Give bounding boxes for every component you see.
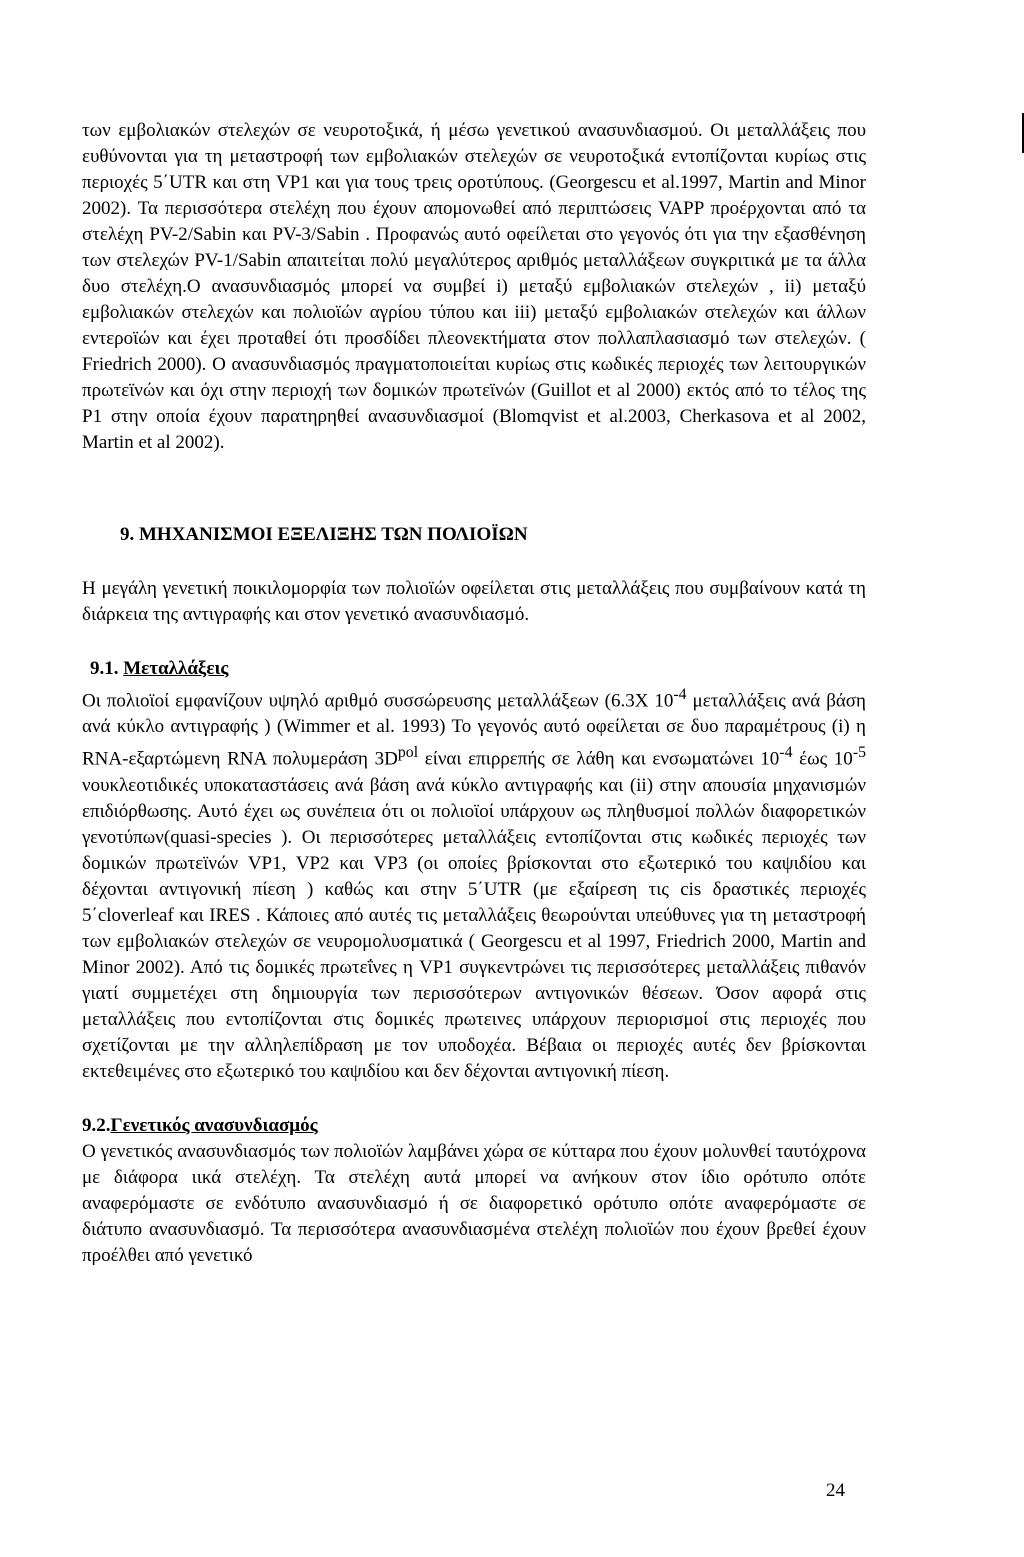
document-page [82, 118, 866, 1269]
spacer [82, 1085, 866, 1113]
spacer [82, 548, 866, 576]
section-9-2-number: 9.2. [82, 1114, 111, 1136]
mutation-text-c: είναι επιρρεπής σε λάθη και ενσωματώνει 10 [418, 748, 780, 770]
section-9-1-number: 9.1. [90, 658, 119, 679]
page-number: 24 [826, 1480, 845, 1501]
section-9-2-heading [82, 1113, 866, 1139]
superscript: -4 [779, 744, 793, 762]
spacer [82, 628, 866, 656]
mutation-text-e: νουκλεοτιδικές υποκαταστάσεις ανά βάση ανά κύκλο αντιγραφής και (ii) στην απουσία μηχανισμών επιδιόρθωσης. Αυτό έχει ως συνέπεια ότι οι πολιοϊοί υπάρχουν ως πληθυσμοί πολλών διαφορετικών γενοτύπων(quasi-species ). Οι περισσότερες μεταλλάξεις εντοπίζονται στις κωδικές περιοχές των δομικών πρωτεϊνών VP1, VP2 και VP3 (οι οποίες βρίσκονται στο εξωτερικό του καψιδίου και δέχονται αντιγονική πίεση ) καθώς και στην 5΄UTR (με εξαίρεση τις cis δραστικές περιοχές 5΄cloverleaf και IRES . Κάποιες από αυτές τις μεταλλάξεις θεωρούνται υπεύθυνες για τη μεταστροφή των εμβολιακών στελεχών σε νευρομολυσματικά ( Georgescu et al 1997, Friedrich 2000, Martin and Minor 2002). Από τις δομικές πρωτεΐνες η VP1 συγκεντρώνει τις περισσότερες μεταλλάξεις πιθανόν γιατί συμμετέχει στη δημιουργία των περισσότερων αντιγονικών θέσεων. Όσον αφορά στις μεταλλάξεις που εντοπίζονται στις δομικές πρωτεινες υπάρχουν περιορισμοί στις περιοχές που σχετίζονται με την αλληλεπίδραση με τον υποδοχέα. Βέβαια οι περιοχές αυτές δεν βρίσκονται εκτεθειμένες στο εξωτερικό του καψιδίου και δεν δέχονται αντιγονική πίεση. [82, 774, 866, 1082]
mutation-text-b: μεταλλάξεις ανά βάση ανά κύκλο αντιγραφής ) (Wimmer et al. 1993) Το γεγονός αυτό οφείλεται σε δυο παραμέτρους (i) η RNA-εξαρτώμενη RNA πολυμεράση 3D [82, 690, 866, 770]
section-9-number: 9. [120, 524, 135, 545]
mutation-text-a: Οι πολιοϊοί εμφανίζουν υψηλό αριθμό συσσώρευσης μεταλλάξεων (6.3X 10 [82, 690, 674, 712]
section-9-heading [82, 522, 866, 548]
section-9-2-paragraph: Ο γενετικός ανασυνδιασμός των πολιοϊών λαμβάνει χώρα σε κύτταρα που έχουν μολυνθεί ταυτόχρονα με διάφορα ιικά στελέχη. Τα στελέχη αυτά μπορεί να ανήκουν στον ίδιο ορότυπο οπότε αναφερόμαστε σε ενδότυπο ανασυνδιασμό ή σε διαφορετικό ορότυπο οπότε αναφερόμαστε σε διάτυπο ανασυνδιασμό. Τα περισσότερα ανασυνδιασμένα στελέχη πολιοϊών που έχουν βρεθεί έχουν προέλθει από γενετικό [82, 1140, 866, 1266]
section-9-title: ΜΗΧΑΝΙΣΜΟΙ ΕΞΕΛΙΞΗΣ ΤΩΝ ΠΟΛΙΟΪΩΝ [139, 524, 528, 545]
spacer [82, 456, 866, 522]
mutation-text-d: έως 10 [792, 748, 853, 770]
section-9-1-paragraph [82, 682, 866, 1085]
superscript: pol [397, 744, 419, 762]
superscript: -5 [852, 744, 866, 762]
paragraph-recombination: των εμβολιακών στελεχών σε νευροτοξικά, ή μέσω γενετικού ανασυνδιασμού. Οι μεταλλάξεις που ευθύνονται για τη μεταστροφή των εμβολιακών στελεχών σε νευροτοξικά εντοπίζονται κυρίως στις περιοχές 5΄UTR και στη VP1 και για τους τρεις οροτύπους. (Georgescu et al.1997, Martin and Minor 2002). Τα περισσότερα στελέχη που έχουν απομονωθεί από περιπτώσεις VAPP προέρχονται από τα στελέχη PV-2/Sabin και PV-3/Sabin . Προφανώς αυτό οφείλεται στο γεγονός ότι για την εξασθένηση των στελεχών PV-1/Sabin απαιτείται πολύ μεγαλύτερος αριθμός μεταλλάξεων συγκριτικά με τα άλλα δυο στελέχη.O ανασυνδιασμός μπορεί να συμβεί i) μεταξύ εμβολιακών στελεχών , ii) μεταξύ εμβολιακών στελεχών και πολιοϊών αγρίου τύπου και iii) μεταξύ εμβολιακών στελεχών και άλλων εντεροϊών και έχει προταθεί ότι προσδίδει πλεονεκτήματα στον πολλαπλασιασμό των στελεχών. ( Friedrich 2000). Ο ανασυνδιασμός πραγματοποιείται κυρίως στις κωδικές περιοχές των λειτουργικών πρωτεϊνών και όχι στην περιοχή των δομικών πρωτεϊνών (Guillot et al 2000) εκτός από το τέλος της P1 στην οποία έχουν παρατηρηθεί ανασυνδιασμοί (Blomqvist et al.2003, Cherkasova et al 2002, Martin et al 2002). [82, 120, 866, 453]
section-9-1-heading [82, 656, 866, 682]
section-9-2-title: Γενετικός ανασυνδιασμός [110, 1114, 318, 1136]
section-9-1-title: Μεταλλάξεις [123, 658, 229, 679]
superscript: -4 [673, 686, 687, 703]
section-9-intro: Η μεγάλη γενετική ποικιλομορφία των πολιοϊών οφείλεται στις μεταλλάξεις που συμβαίνουν κατά τη διάρκεια της αντιγραφής και στον γενετικό ανασυνδιασμό. [82, 578, 866, 625]
